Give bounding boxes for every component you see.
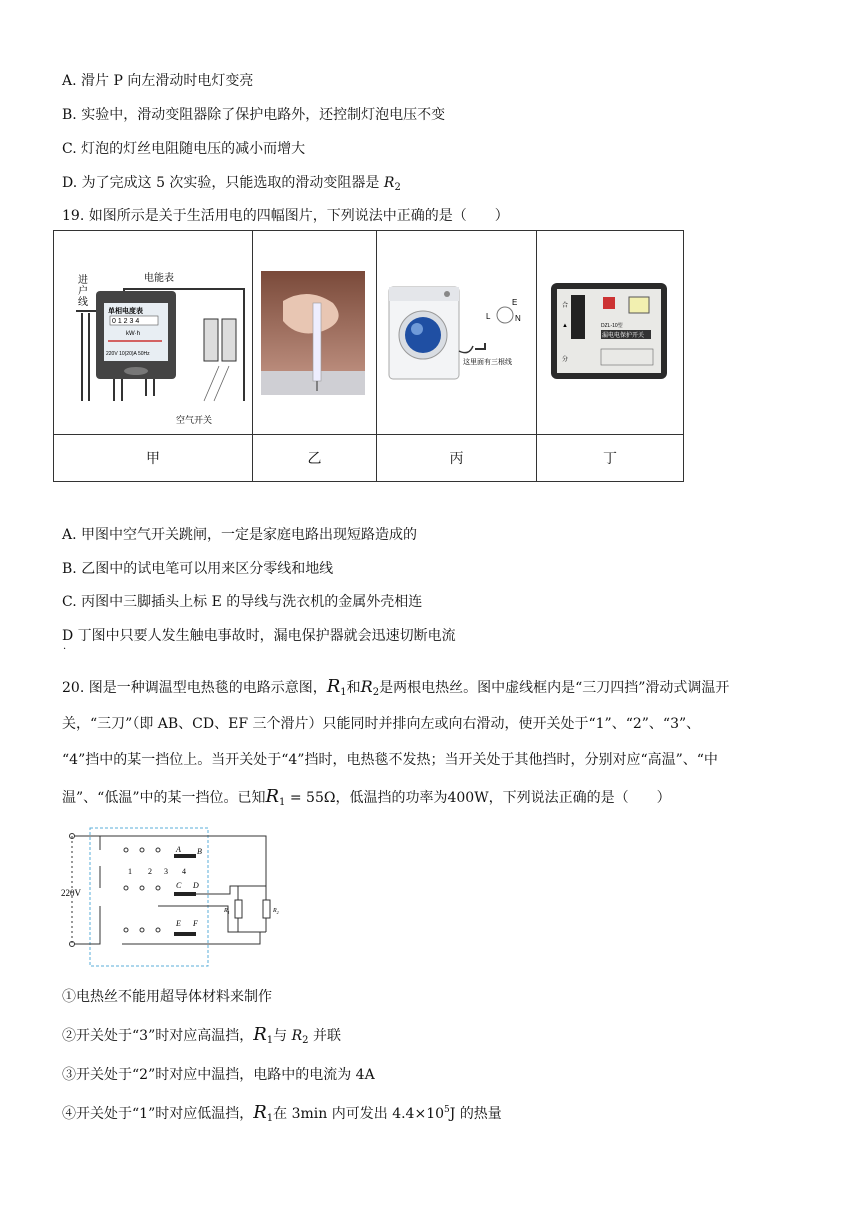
svg-text:3: 3 — [164, 867, 168, 876]
svg-text:DZL-10型: DZL-10型 — [601, 323, 623, 329]
caption-bing: 丙 — [377, 435, 537, 482]
q20-stem-line-1: 20. 图是一种调温型电热毯的电路示意图，$R_1$和$R_2$是两根电热丝。图中虚线框内是“三刀四挡”滑动式调温开 — [62, 676, 730, 698]
stray-dot: · — [63, 644, 67, 655]
caption-yi: 乙 — [253, 435, 377, 482]
q20-statement-4: ④开关处于“1”时对应低温挡，$R_1$在 3min 内可发出 $4.4\times 10^5J$ 的热量 — [62, 1102, 502, 1124]
q19-image-table — [53, 230, 684, 482]
svg-text:R1: $R_1$ — [224, 908, 230, 915]
leakage-protector-image — [537, 231, 684, 435]
svg-text:单相电度表: 单相电度表 — [108, 308, 143, 315]
meter-image — [54, 231, 253, 435]
svg-text:这里面有三根线: 这里面有三根线 — [463, 359, 512, 366]
svg-text:L: L — [486, 312, 491, 321]
q18-option-a: A. 滑片 P 向左滑动时电灯变亮 — [62, 73, 254, 89]
heater-circuit-diagram — [60, 826, 290, 970]
svg-text:B: B — [197, 847, 202, 856]
test-pen-image — [253, 231, 377, 435]
svg-text:E: E — [512, 298, 518, 307]
svg-text:A: A — [176, 845, 181, 854]
q18-option-b: B. 实验中，滑动变阻器除了保护电路外，还控制灯泡电压不变 — [62, 107, 446, 123]
q20-stem-line-2: 关，“三刀”（即 AB、CD、EF 三个滑片）只能同时并排向左或向右滑动，使开关处于“1”、“2”、“3”、 — [62, 716, 701, 732]
svg-text:0 1 2 3 4: 0 1 2 3 4 — [112, 318, 140, 325]
svg-text:合▲分: 合▲分 — [562, 303, 569, 363]
q19-option-b: B. 乙图中的试电笔可以用来区分零线和地线 — [62, 561, 334, 577]
svg-text:漏电电保护开关: 漏电电保护开关 — [602, 333, 645, 339]
q20-statement-1: ①电热丝不能用超导体材料来制作 — [62, 989, 272, 1005]
svg-text:N: N — [515, 314, 521, 323]
q19-option-a: A. 甲图中空气开关跳闸，一定是家庭电路出现短路造成的 — [62, 527, 418, 543]
svg-text:2: 2 — [148, 867, 152, 876]
svg-text:220V 10(20)A 50Hz: 220V 10(20)A 50Hz — [106, 351, 150, 357]
meter-label: 电能表 — [144, 273, 174, 284]
svg-text:220V: 220V — [61, 888, 81, 898]
svg-text:4: 4 — [182, 867, 186, 876]
q20-stem-line-4: 温”、“低温”中的某一挡位。已知$R_1 = 55\Omega$，低温挡的功率为400W，下列说法正确的是（ ） — [62, 786, 671, 808]
washer-image — [377, 231, 537, 435]
svg-text:F: F — [193, 919, 198, 928]
q19-option-c: C. 丙图中三脚插头上标 E 的导线与洗衣机的金属外壳相连 — [62, 594, 423, 610]
svg-text:1: 1 — [128, 867, 132, 876]
svg-text:R2: $R_2$ — [273, 908, 279, 915]
caption-ding: 丁 — [537, 435, 684, 482]
q18-option-c: C. 灯泡的灯丝电阻随电压的减小而增大 — [62, 141, 306, 157]
svg-text:E: E — [176, 919, 181, 928]
svg-text:D: D — [193, 881, 199, 890]
q19-option-d: D 丁图中只要人发生触电事故时，漏电保护器就会迅速切断电流 — [62, 628, 456, 644]
q20-statement-3: ③开关处于“2”时对应中温挡，电路中的电流为 4A — [62, 1067, 375, 1083]
q19-stem: 19. 如图所示是关于生活用电的四幅图片，下列说法中正确的是（ ） — [62, 208, 509, 224]
svg-text:C: C — [176, 881, 182, 890]
caption-jia: 甲 — [54, 435, 253, 482]
q20-statement-2: ②开关处于“3”时对应高温挡，$R_1$与 $R_2$ 并联 — [62, 1024, 341, 1046]
svg-text:kW·h: kW·h — [126, 331, 140, 337]
q18-option-d: D. 为了完成这 5 次实验，只能选取的滑动变阻器是 $R_2$ — [62, 175, 401, 193]
incoming-line-label: 进户线 — [78, 275, 88, 308]
svg-text:空气开关: 空气开关 — [176, 415, 213, 425]
q20-stem-line-3: “4”挡中的某一挡位上。当开关处于“4”挡时，电热毯不发热；当开关处于其他挡时，分别对应“高温”、“中 — [62, 752, 718, 768]
